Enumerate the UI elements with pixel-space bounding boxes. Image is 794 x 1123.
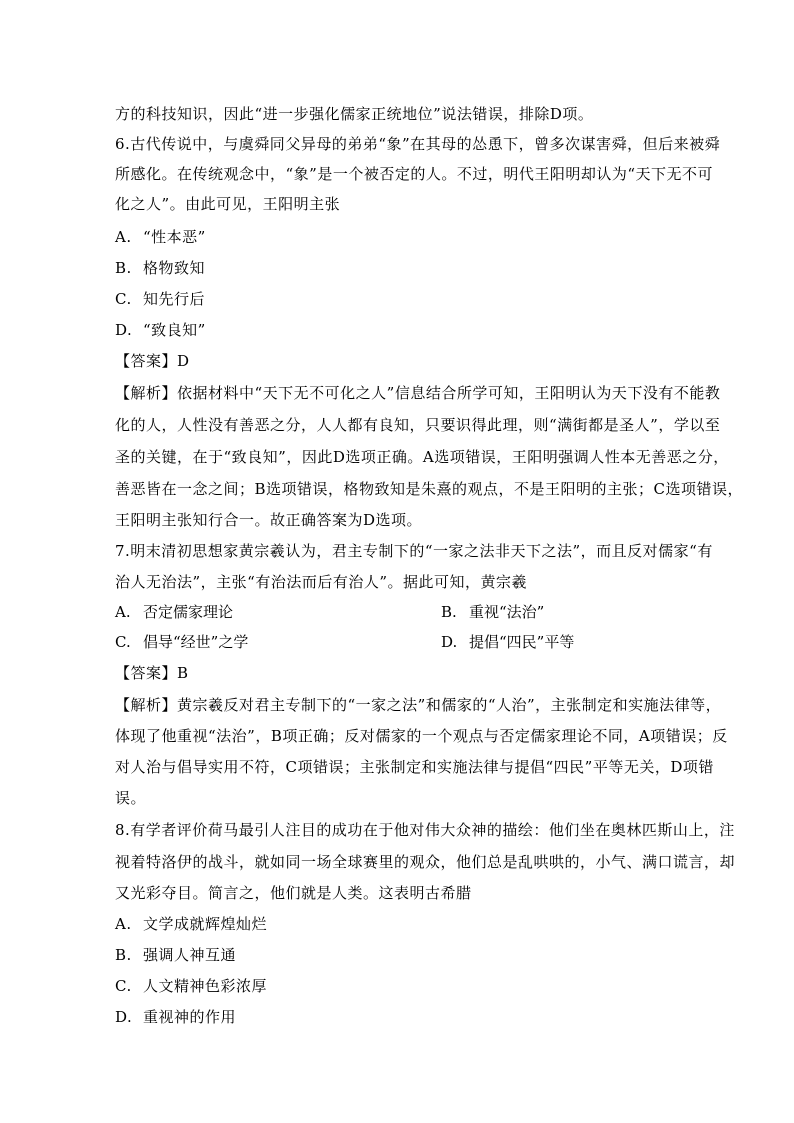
q6-analysis-line1: 【解析】依据材料中“天下无不可化之人”信息结合所学可知，王阳明认为天下没有不能教 bbox=[115, 384, 721, 402]
q7-option-b: B. 重视“法治” bbox=[441, 603, 545, 621]
q8-option-a: A. 文学成就辉煌灿烂 bbox=[115, 915, 268, 933]
q7-analysis-line3: 对人治与倡导实用不符，C项错误；主张制定和实施法律与提倡“四民”平等无关，D项错 bbox=[115, 758, 714, 776]
q6-analysis-line3: 圣的关键，在于“致良知”，因此D选项正确。A选项错误，王阳明强调人性本无善恶之分， bbox=[115, 448, 729, 466]
q7-analysis-line1: 【解析】黄宗羲反对君主专制下的“一家之法”和儒家的“人治”，主张制定和实施法律等， bbox=[115, 696, 722, 714]
q7-stem-line1: 7.明末清初思想家黄宗羲认为，君主专制下的“一家之法非天下之法”，而且反对儒家“有 bbox=[115, 542, 713, 560]
q6-option-b: B. 格物致知 bbox=[115, 259, 206, 277]
q6-analysis-line4: 善恶皆在一念之间；B选项错误，格物致知是朱熹的观点，不是王阳明的主张；C选项错误， bbox=[115, 480, 744, 498]
q6-option-c: C. 知先行后 bbox=[115, 290, 206, 308]
q6-option-a: A. “性本恶” bbox=[115, 228, 206, 246]
q7-option-c: C. 倡导“经世”之学 bbox=[115, 633, 249, 651]
q5-explanation-tail: 方的科技知识，因此“进一步强化儒家正统地位”说法错误，排除D项。 bbox=[115, 105, 594, 123]
q6-stem-line1: 6.古代传说中，与虞舜同父异母的弟弟“象”在其母的怂恿下，曾多次谋害舜，但后来被舜 bbox=[115, 135, 721, 153]
q8-stem-line2: 视着特洛伊的战斗，就如同一场全球赛里的观众，他们总是乱哄哄的，小气、满口谎言，却 bbox=[115, 853, 736, 871]
q6-stem-line3: 化之人”。由此可见，王阳明主张 bbox=[115, 195, 341, 213]
q7-stem-line2: 治人无治法”，主张“有治法而后有治人”。据此可知，黄宗羲 bbox=[115, 573, 528, 591]
q6-analysis-line5: 王阳明主张知行合一。故正确答案为D选项。 bbox=[115, 511, 423, 529]
q7-option-d: D. 提倡“四民”平等 bbox=[441, 633, 575, 651]
q6-stem-line2: 所感化。在传统观念中，“象”是一个被否定的人。不过，明代王阳明却认为“天下无不可 bbox=[115, 165, 714, 183]
q7-analysis-line2: 体现了他重视“法治”，B项正确；反对儒家的一个观点与否定儒家理论不同，A项错误；反 bbox=[115, 727, 728, 745]
q6-answer: 【答案】D bbox=[115, 352, 190, 370]
q8-option-c: C. 人文精神色彩浓厚 bbox=[115, 977, 268, 995]
q8-option-d: D. 重视神的作用 bbox=[115, 1008, 237, 1026]
q7-answer: 【答案】B bbox=[115, 664, 189, 682]
q8-option-b: B. 强调人神互通 bbox=[115, 946, 237, 964]
q7-option-a: A. 否定儒家理论 bbox=[115, 603, 234, 621]
q6-option-d: D. “致良知” bbox=[115, 321, 206, 339]
q6-analysis-line2: 化的人，人性没有善恶之分，人人都有良知，只要识得此理，则“满街都是圣人”，学以至 bbox=[115, 416, 721, 434]
q7-analysis-line4: 误。 bbox=[115, 789, 147, 807]
q8-stem-line3: 又光彩夺目。简言之，他们就是人类。这表明古希腊 bbox=[115, 884, 472, 902]
q8-stem-line1: 8.有学者评价荷马最引人注目的成功在于他对伟大众神的描绘：他们坐在奥林匹斯山上，注 bbox=[115, 821, 735, 839]
